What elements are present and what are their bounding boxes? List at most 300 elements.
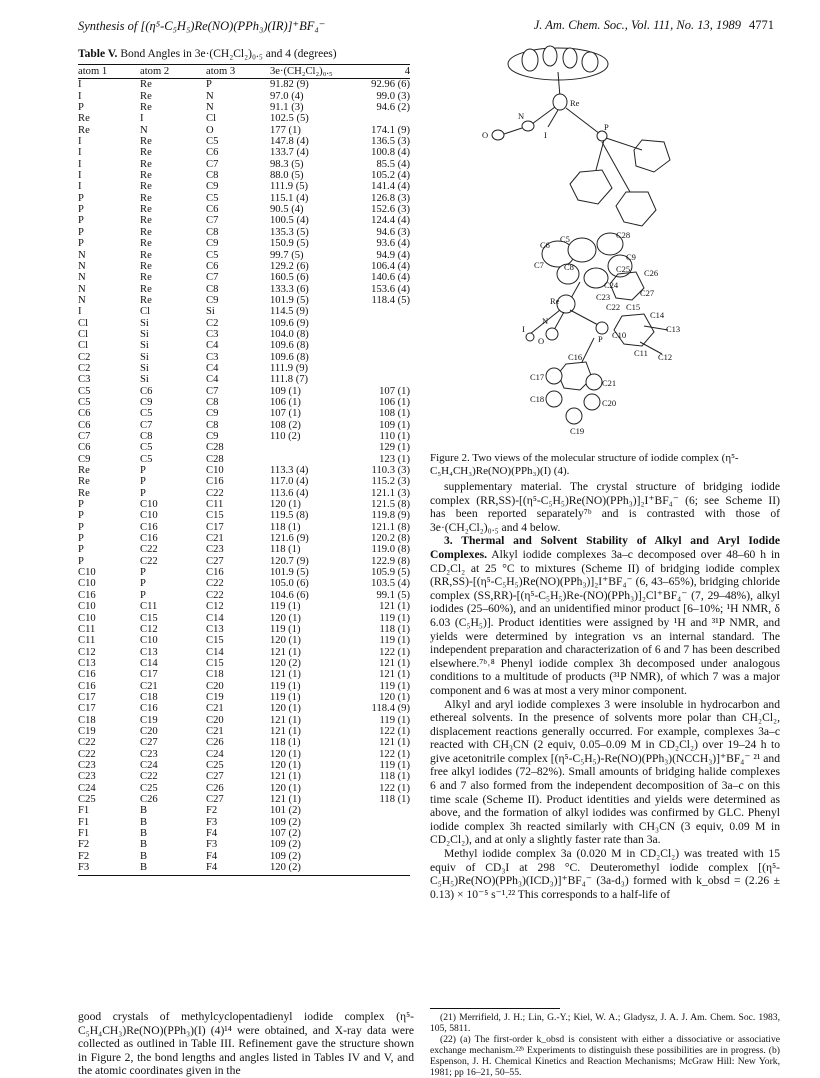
table-row <box>78 556 410 567</box>
footnotes <box>430 1012 780 1078</box>
table-cell: 121 (1) <box>270 771 301 783</box>
table-cell: C5 <box>140 453 153 465</box>
paragraph <box>430 534 780 697</box>
table-cell: 120 (1) <box>379 691 410 703</box>
table-cell: C26 <box>206 782 224 794</box>
table-cell: 94.6 (3) <box>376 226 410 238</box>
table-cell: 109.6 (8) <box>270 351 309 363</box>
table-cell: P <box>140 476 146 488</box>
table-title: Bond Angles in 3e·(CH₂Cl₂)₀.₅ and 4 (degrees) <box>120 48 337 60</box>
table-cell: C5 <box>206 136 219 148</box>
table-cell <box>352 306 410 317</box>
table-cell: 121 (1) <box>379 737 410 749</box>
table-cell: 110 (2) <box>270 431 301 442</box>
col-header: 3e·(CH₂Cl₂)₀.₅ <box>270 65 352 79</box>
table-cell: 119 (1) <box>270 691 301 703</box>
atom-label: C7 <box>534 260 544 270</box>
table-cell: C10 <box>78 612 96 624</box>
table-cell: 153.6 (4) <box>371 283 410 295</box>
atom-label: C21 <box>602 378 617 388</box>
table-cell: 109.6 (8) <box>270 340 309 352</box>
table-cell: C10 <box>78 567 96 579</box>
table-cell: 104.0 (8) <box>270 328 309 340</box>
table-cell: 93.6 (4) <box>376 238 410 250</box>
table-cell: Cl <box>78 340 89 352</box>
table-cell: B <box>140 816 148 828</box>
table-cell: 97.0 (4) <box>270 90 304 102</box>
table-cell: 119 (1) <box>379 759 410 771</box>
table-cell: C4 <box>206 374 219 386</box>
table-cell: C27 <box>206 794 224 805</box>
table-cell: 120 (1) <box>270 759 301 771</box>
table-cell: Si <box>140 317 149 329</box>
table-cell: C16 <box>206 567 224 579</box>
table-cell: C7 <box>78 431 91 442</box>
table-cell: C17 <box>78 703 96 715</box>
table-cell: C3 <box>78 374 91 386</box>
table-cell: 101 (2) <box>270 805 301 817</box>
table-label: Table V. <box>78 48 118 60</box>
table-cell: 121 (1) <box>379 669 410 681</box>
table-cell: Si <box>140 362 149 374</box>
table-cell: 121.1 (8) <box>371 521 410 533</box>
table-cell: C19 <box>140 714 158 726</box>
col-header: atom 1 <box>78 65 140 79</box>
atom-label: C15 <box>626 302 641 312</box>
table-row <box>78 329 410 340</box>
table-cell: 118 (1) <box>270 737 301 749</box>
table-row <box>78 295 410 306</box>
table-cell: F2 <box>78 839 90 851</box>
table-cell: C11 <box>140 601 158 613</box>
table-row <box>78 408 410 419</box>
table-cell: 100.8 (4) <box>371 147 410 159</box>
table-cell: C11 <box>78 635 96 647</box>
table-cell: I <box>78 79 82 91</box>
table-cell: I <box>78 147 82 159</box>
table-cell: 119 (1) <box>379 680 410 692</box>
table-cell: Re <box>78 465 90 477</box>
table-cell: C23 <box>78 759 96 771</box>
table-row <box>78 306 410 317</box>
table-cell: C13 <box>78 657 96 669</box>
table-cell: I <box>78 181 82 193</box>
table-cell: C9 <box>206 431 219 442</box>
table-header-row <box>78 65 410 79</box>
atom-label: C6 <box>540 240 550 250</box>
table-cell: C17 <box>78 691 96 703</box>
table-cell: C21 <box>206 725 224 737</box>
table-cell <box>352 363 410 374</box>
table-cell <box>352 329 410 340</box>
table-row <box>78 181 410 192</box>
table-cell: 109 (2) <box>270 816 301 828</box>
table-cell: 109 (2) <box>270 839 301 851</box>
table-cell: 88.0 (5) <box>270 170 304 182</box>
table-cell: C26 <box>140 794 158 805</box>
table-row <box>78 215 410 226</box>
footnote: (22) (a) The first-order k_obsd is consistent with either a dissociative or associative exchange mechanism.²²ᵇ Experiments to distinguish these possibilities are in progress. (b) Espenson, J. H. Chemical Kinetics and Reaction Mechanisms; McGraw Hill: New York, 1981; pp 16–21, 50–55. <box>430 1034 780 1078</box>
table-cell: 113.6 (4) <box>270 487 309 499</box>
table-cell: C21 <box>140 680 158 692</box>
table-cell <box>352 113 410 124</box>
atom-label: O <box>538 336 545 346</box>
col-header: 4 <box>352 65 410 79</box>
table-row <box>78 510 410 521</box>
table-row <box>78 193 410 204</box>
table-row <box>78 386 410 397</box>
atom-label: C27 <box>640 288 655 298</box>
table-cell: C2 <box>206 317 219 329</box>
table-cell: N <box>78 294 86 306</box>
table-cell: 121.5 (8) <box>371 499 410 511</box>
table-cell: C6 <box>140 385 153 397</box>
table-cell <box>352 805 410 816</box>
table-cell: 118 (1) <box>379 771 410 783</box>
table-cell: 113.3 (4) <box>270 465 309 477</box>
table-cell: C7 <box>206 158 219 170</box>
table-cell: C12 <box>206 601 224 613</box>
table-cell: 147.8 (4) <box>270 136 309 148</box>
table-cell: C10 <box>78 578 96 590</box>
table-cell: N <box>78 272 86 284</box>
table-cell: Re <box>140 294 152 306</box>
table-cell: P <box>140 487 146 499</box>
table-row <box>78 715 410 726</box>
table-cell: 121 (1) <box>270 794 301 805</box>
atom-label: C8 <box>564 262 574 272</box>
table-cell: 101.9 (5) <box>270 567 309 579</box>
table-cell: C24 <box>206 748 224 760</box>
atom-label: C19 <box>570 426 585 436</box>
table-cell: C21 <box>206 703 224 715</box>
table-cell: P <box>78 544 84 556</box>
table-row <box>78 817 410 828</box>
table-cell <box>352 851 410 862</box>
table-row <box>78 692 410 703</box>
table-cell: Cl <box>78 317 89 329</box>
atom-label: N <box>518 111 525 121</box>
table-row <box>78 465 410 476</box>
table-cell: C9 <box>206 181 219 193</box>
table-cell: Re <box>78 124 90 136</box>
table-cell: 133.3 (6) <box>270 283 309 295</box>
table-cell: C16 <box>140 703 158 715</box>
table-row <box>78 613 410 624</box>
table-cell: C2 <box>78 351 91 363</box>
table-cell: C18 <box>140 691 158 703</box>
table-cell: C6 <box>206 204 219 216</box>
table-cell: 92.96 (6) <box>371 79 410 91</box>
table-cell: Re <box>140 260 152 272</box>
atom-label: O <box>482 130 489 140</box>
table-row <box>78 737 410 748</box>
table-row <box>78 147 410 158</box>
atom-label: C24 <box>604 280 619 290</box>
table-cell: C7 <box>206 385 219 397</box>
table-cell: 106 (1) <box>379 396 410 408</box>
table-cell: C5 <box>140 408 153 420</box>
atom-label: N <box>542 316 549 326</box>
table-cell: C16 <box>78 589 96 601</box>
table-cell: Si <box>140 351 149 363</box>
table-cell: C2 <box>78 362 91 374</box>
table-cell: C8 <box>206 226 219 238</box>
table-cell: 99.0 (3) <box>376 90 410 102</box>
table-cell: 121 (1) <box>270 669 301 681</box>
table-cell: C8 <box>140 431 153 442</box>
table-cell: C7 <box>206 272 219 284</box>
table-cell: 123 (1) <box>379 453 410 465</box>
table-body <box>78 79 410 876</box>
table-cell: 122 (1) <box>379 725 410 737</box>
table-cell: C19 <box>78 725 96 737</box>
table-row <box>78 533 410 544</box>
table-cell: C9 <box>206 408 219 420</box>
table-cell: C10 <box>206 465 224 477</box>
table-cell: C5 <box>78 385 91 397</box>
table-row <box>78 590 410 601</box>
table-cell: F1 <box>78 828 90 840</box>
atom-label: P <box>598 334 603 344</box>
re-atom <box>553 94 567 110</box>
col-header: atom 2 <box>140 65 206 79</box>
table-cell: 118 (1) <box>379 794 410 805</box>
page-number: 4771 <box>749 18 774 32</box>
molecular-structure-figure <box>430 42 786 447</box>
table-row <box>78 760 410 771</box>
table-cell: Re <box>78 476 90 488</box>
table-cell: 102.5 (5) <box>270 113 309 125</box>
table-cell: 118.4 (5) <box>371 294 410 306</box>
table-row <box>78 658 410 669</box>
table-cell: Re <box>140 192 152 204</box>
table-cell: C25 <box>140 782 158 794</box>
table-cell: Re <box>140 181 152 193</box>
table-cell: C14 <box>206 612 224 624</box>
table-cell: I <box>78 306 82 318</box>
table-cell: Re <box>140 215 152 227</box>
table-cell: C9 <box>206 238 219 250</box>
table-cell: C25 <box>206 759 224 771</box>
table-row <box>78 862 410 876</box>
section-heading: 3. Thermal and Solvent Stability of Alkyl and Aryl Iodide Complexes. <box>430 534 780 561</box>
table-row <box>78 647 410 658</box>
table-cell: 98.3 (5) <box>270 158 304 170</box>
table-cell: C6 <box>78 442 91 454</box>
table-cell: 115.1 (4) <box>270 192 309 204</box>
table-row <box>78 454 410 465</box>
table-cell: C28 <box>206 442 224 454</box>
table-cell: C11 <box>78 623 96 635</box>
table-cell: B <box>140 828 148 840</box>
table-cell: P <box>78 215 84 227</box>
table-cell: P <box>78 555 84 567</box>
table-cell: C22 <box>78 737 96 749</box>
atom-label: C16 <box>568 352 583 362</box>
table-cell: N <box>78 260 86 272</box>
table-row <box>78 567 410 578</box>
table-cell <box>352 828 410 839</box>
table-cell: 119 (1) <box>379 612 410 624</box>
atom-label: I <box>522 324 525 334</box>
table-cell: C13 <box>140 646 158 658</box>
table-cell: 121 (1) <box>270 725 301 737</box>
table-row <box>78 431 410 442</box>
table-cell: F1 <box>78 816 90 828</box>
right-column-text <box>430 480 780 901</box>
table-cell <box>352 374 410 385</box>
table-cell: C13 <box>206 623 224 635</box>
table-row <box>78 125 410 136</box>
table-cell: C20 <box>206 680 224 692</box>
journal-citation: J. Am. Chem. Soc., Vol. 111, No. 13, 1989 <box>533 18 741 32</box>
table-cell: 119.5 (8) <box>270 510 309 522</box>
table-cell: C10 <box>140 510 158 522</box>
table-cell: O <box>206 124 214 136</box>
table-cell: C17 <box>140 669 158 681</box>
table-cell: C14 <box>140 657 158 669</box>
table-cell <box>352 862 410 876</box>
table-cell: C17 <box>206 521 224 533</box>
table-row <box>78 601 410 612</box>
table-cell: 135.3 (5) <box>270 226 309 238</box>
table-cell: C16 <box>140 533 158 545</box>
table-cell <box>352 817 410 828</box>
table-cell: P <box>78 533 84 545</box>
table-cell: 133.7 (4) <box>270 147 309 159</box>
table-cell: F3 <box>78 862 140 876</box>
table-row <box>78 635 410 646</box>
running-header-journal <box>534 18 774 33</box>
table-cell: C14 <box>206 646 224 658</box>
table-row <box>78 669 410 680</box>
figure-caption: Figure 2. Two views of the molecular structure of iodide complex (η⁵-C₅H₄CH₃)Re(NO)(PPh₃)(I) (4). <box>430 452 739 477</box>
table-cell: Re <box>140 272 152 284</box>
table-caption <box>78 48 408 60</box>
table-row <box>78 420 410 431</box>
table-cell: 118 (1) <box>270 544 301 556</box>
table-cell: C15 <box>206 510 224 522</box>
table-cell: F1 <box>78 805 90 817</box>
table-cell: N <box>140 124 148 136</box>
footnote-rule <box>430 1008 560 1009</box>
atom-label: C11 <box>634 348 648 358</box>
table-cell: 111.8 (7) <box>270 374 309 386</box>
table-cell: 120 (2) <box>270 657 301 669</box>
table-cell: 111.9 (5) <box>270 181 309 193</box>
table-cell: 120 (2) <box>270 862 352 876</box>
atom-label: C12 <box>658 352 673 362</box>
table-row <box>78 749 410 760</box>
table-row <box>78 703 410 714</box>
table-cell: 119 (1) <box>379 714 410 726</box>
atom-label: C23 <box>596 292 611 302</box>
atom-label: C9 <box>626 252 636 262</box>
paragraph: Methyl iodide complex 3a (0.020 M in CD₂Cl₂) was treated with 15 equiv of CD₃I at 298 °C. Deuteromethyl iodide complex [(η⁵-C₅H₅)Re(NO)(PPh₃)(ICD₃)]⁺BF₄⁻ (3a-d₃) formed with k_obsd = (2.26 ± 0.13) × 10⁻⁵ s⁻¹.²² This corresponds to a half-life of <box>430 847 780 901</box>
table-cell: 121 (1) <box>379 657 410 669</box>
atom-label: C18 <box>530 394 545 404</box>
table-cell: 119.8 (9) <box>371 510 410 522</box>
table-cell: 107 (1) <box>379 385 410 397</box>
atom-label: C10 <box>612 330 627 340</box>
table-cell: C15 <box>206 657 224 669</box>
table-cell <box>352 839 410 850</box>
table-cell: 120 (1) <box>270 499 301 511</box>
table-row <box>78 79 410 91</box>
table-cell: C12 <box>78 646 96 658</box>
table-cell: 120 (1) <box>270 612 301 624</box>
table-row <box>78 771 410 782</box>
table-cell: 120 (1) <box>270 748 301 760</box>
table-cell: C4 <box>206 362 219 374</box>
table-cell <box>270 454 352 465</box>
table-cell: Si <box>140 374 149 386</box>
table-cell: P <box>78 238 84 250</box>
table-cell: 107 (2) <box>270 828 301 840</box>
table-cell: 94.9 (4) <box>376 249 410 261</box>
table-cell: F3 <box>206 839 218 851</box>
table-cell: 105.0 (6) <box>270 578 309 590</box>
table-cell: C8 <box>206 283 219 295</box>
table-cell: I <box>78 90 82 102</box>
atom-label: C22 <box>606 302 621 312</box>
table-row <box>78 204 410 215</box>
table-cell: P <box>140 465 146 477</box>
atom-label: C28 <box>616 230 631 240</box>
table-cell: Re <box>140 204 152 216</box>
table-cell: Re <box>140 170 152 182</box>
table-row <box>78 544 410 555</box>
table-row <box>78 159 410 170</box>
table-cell: 122 (1) <box>379 646 410 658</box>
table-cell: 118 (1) <box>379 623 410 635</box>
table-cell: 136.5 (3) <box>371 136 410 148</box>
table-cell: 118.4 (9) <box>371 703 410 715</box>
table-cell: 140.6 (4) <box>371 272 410 284</box>
atom-label: C17 <box>530 372 545 382</box>
table-cell: Si <box>140 328 149 340</box>
table-cell: C5 <box>206 249 219 261</box>
table-cell: B <box>140 805 148 817</box>
table-cell: C22 <box>140 771 158 783</box>
table-cell: P <box>78 521 84 533</box>
table-cell: 108 (1) <box>379 408 410 420</box>
table-cell: C22 <box>206 578 224 590</box>
table-cell: C16 <box>140 521 158 533</box>
table-row <box>78 340 410 351</box>
table-cell: C26 <box>206 737 224 749</box>
table-cell: N <box>206 102 214 114</box>
table-row <box>78 250 410 261</box>
table-cell: 115.2 (3) <box>371 476 410 488</box>
table-row <box>78 284 410 295</box>
table-cell: C23 <box>78 771 96 783</box>
table-cell: Re <box>140 136 152 148</box>
table-cell: 91.1 (3) <box>270 102 304 114</box>
table-row <box>78 374 410 385</box>
table-cell: C28 <box>206 453 224 465</box>
table-cell <box>352 340 410 351</box>
atom-label: P <box>604 122 609 132</box>
table-cell: C5 <box>78 396 91 408</box>
table-cell: C27 <box>206 771 224 783</box>
table-cell: P <box>78 499 84 511</box>
table-cell: C15 <box>140 612 158 624</box>
table-cell: Re <box>78 487 90 499</box>
table-cell: C6 <box>78 408 91 420</box>
table-cell: C9 <box>206 294 219 306</box>
